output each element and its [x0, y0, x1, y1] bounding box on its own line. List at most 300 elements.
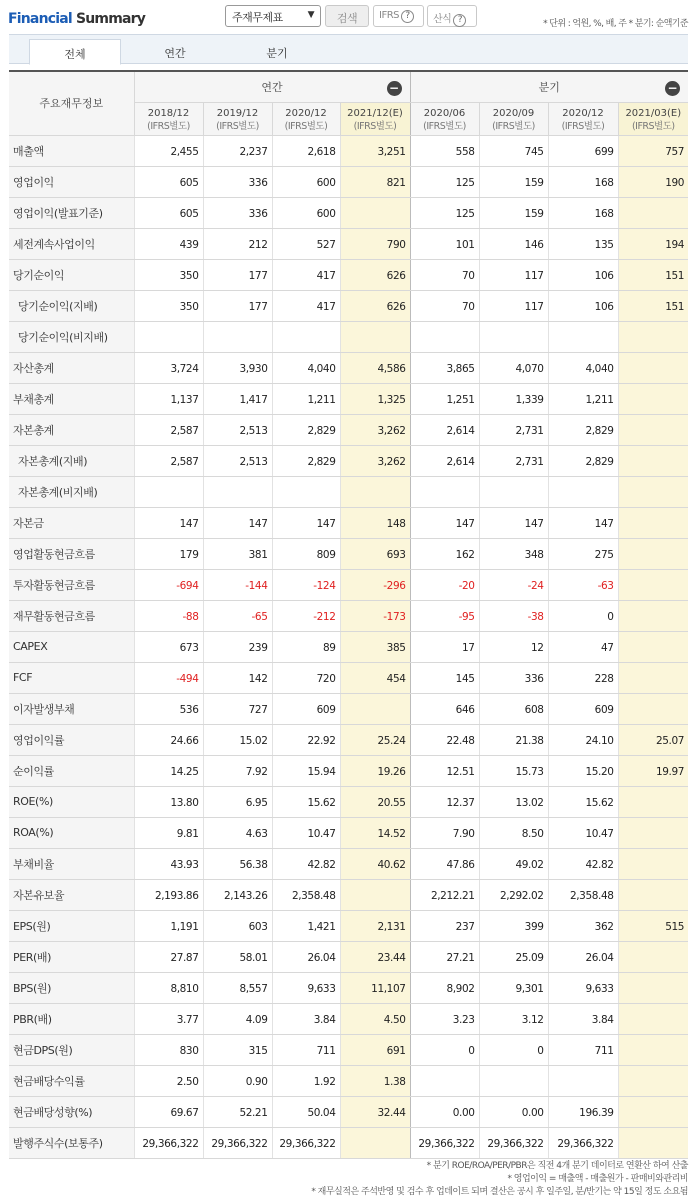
table-row	[9, 1127, 688, 1158]
table-row	[9, 631, 688, 662]
tab-all[interactable]: 전체	[29, 39, 121, 65]
period-tabs	[9, 34, 688, 64]
table-row	[9, 352, 688, 383]
table-cell	[134, 476, 203, 507]
table-row	[9, 290, 688, 321]
table-cell	[272, 476, 340, 507]
table-cell: 147	[548, 507, 618, 538]
column-basis: (IFRS별도)	[492, 120, 535, 132]
ifrs-help-button[interactable]	[373, 5, 424, 27]
unit-note: * 단위 : 억원, %, 배, 주 * 분기: 순액기준	[543, 19, 688, 29]
table-cell: 29,366,322	[272, 1127, 340, 1158]
table-cell: 2,237	[203, 135, 272, 166]
table-cell: 3.12	[479, 1003, 548, 1034]
row-label: 자본총계(비지배)	[9, 476, 134, 507]
table-cell: 145	[410, 662, 479, 693]
table-cell: 15.20	[548, 755, 618, 786]
table-cell: 691	[340, 1034, 410, 1065]
table-cell: 25.24	[340, 724, 410, 755]
table-cell	[548, 476, 618, 507]
chevron-down-icon: ▼	[307, 10, 314, 20]
table-cell: 12	[479, 631, 548, 662]
table-cell: 0.90	[203, 1065, 272, 1096]
table-cell: 25.07	[618, 724, 688, 755]
table-cell: 745	[479, 135, 548, 166]
table-cell: 3,262	[340, 445, 410, 476]
row-label: EPS(원)	[9, 910, 134, 941]
report-type-select[interactable]	[225, 5, 321, 27]
table-cell: 26.04	[272, 941, 340, 972]
table-cell	[618, 1096, 688, 1127]
table-cell: 2,829	[272, 414, 340, 445]
row-label: 부채비율	[9, 848, 134, 879]
table-row	[9, 383, 688, 414]
table-cell	[618, 693, 688, 724]
column-header	[410, 102, 479, 135]
table-cell: 0.00	[410, 1096, 479, 1127]
table-row	[9, 135, 688, 166]
search-button[interactable]: 검색	[325, 5, 369, 27]
table-cell: 439	[134, 228, 203, 259]
table-cell: 40.62	[340, 848, 410, 879]
table-cell: 151	[618, 259, 688, 290]
table-cell	[410, 1065, 479, 1096]
table-cell: 69.67	[134, 1096, 203, 1127]
table-cell: 1,421	[272, 910, 340, 941]
table-cell: 336	[203, 197, 272, 228]
table-cell: 29,366,322	[479, 1127, 548, 1158]
table-cell: 609	[272, 693, 340, 724]
table-cell: 603	[203, 910, 272, 941]
formula-help-button[interactable]	[427, 5, 477, 27]
table-cell: 2,455	[134, 135, 203, 166]
table-row	[9, 197, 688, 228]
table-cell	[548, 321, 618, 352]
table-cell	[618, 817, 688, 848]
table-row	[9, 817, 688, 848]
table-cell	[618, 445, 688, 476]
table-cell: -63	[548, 569, 618, 600]
row-label: 영업활동현금흐름	[9, 538, 134, 569]
table-cell: 7.92	[203, 755, 272, 786]
table-cell: 536	[134, 693, 203, 724]
table-cell: 790	[340, 228, 410, 259]
table-cell: 315	[203, 1034, 272, 1065]
row-label: 매출액	[9, 135, 134, 166]
table-cell: 2,829	[272, 445, 340, 476]
table-cell: 3,251	[340, 135, 410, 166]
table-row	[9, 1034, 688, 1065]
table-cell: 454	[340, 662, 410, 693]
table-cell: 417	[272, 259, 340, 290]
table-cell: 52.21	[203, 1096, 272, 1127]
table-cell	[618, 1065, 688, 1096]
row-label: CAPEX	[9, 631, 134, 662]
row-label: 발행주식수(보통주)	[9, 1127, 134, 1158]
table-cell: 42.82	[548, 848, 618, 879]
row-label: 자본총계(지배)	[9, 445, 134, 476]
table-cell	[618, 321, 688, 352]
row-label: 자본총계	[9, 414, 134, 445]
collapse-annual-icon[interactable]: −	[387, 81, 402, 96]
table-cell	[479, 1065, 548, 1096]
table-row	[9, 693, 688, 724]
row-label: 현금DPS(원)	[9, 1034, 134, 1065]
row-label: 순이익률	[9, 755, 134, 786]
row-label: 당기순이익	[9, 259, 134, 290]
table-cell: 515	[618, 910, 688, 941]
table-cell: 646	[410, 693, 479, 724]
column-header	[479, 102, 548, 135]
table-cell: 15.62	[272, 786, 340, 817]
tab-quarter[interactable]: 분기	[266, 47, 288, 60]
table-cell: 101	[410, 228, 479, 259]
table-cell: 212	[203, 228, 272, 259]
table-cell	[203, 321, 272, 352]
table-cell: -296	[340, 569, 410, 600]
table-cell: 693	[340, 538, 410, 569]
table-cell: 12.37	[410, 786, 479, 817]
table-cell: 13.02	[479, 786, 548, 817]
table-cell: 58.01	[203, 941, 272, 972]
column-period: 2019/12	[216, 107, 259, 119]
table-cell: 7.90	[410, 817, 479, 848]
table-cell: 821	[340, 166, 410, 197]
column-period: 2020/12	[562, 107, 604, 119]
table-cell: 3.84	[272, 1003, 340, 1034]
table-cell: 2,193.86	[134, 879, 203, 910]
table-cell: 49.02	[479, 848, 548, 879]
table-cell: 362	[548, 910, 618, 941]
table-cell: 336	[203, 166, 272, 197]
table-row	[9, 569, 688, 600]
table-cell: 8,557	[203, 972, 272, 1003]
table-cell: 626	[340, 259, 410, 290]
table-cell: 50.04	[272, 1096, 340, 1127]
formula-label: 산식	[433, 14, 452, 25]
table-cell	[618, 1127, 688, 1158]
table-cell: 10.47	[272, 817, 340, 848]
table-cell: 125	[410, 197, 479, 228]
table-cell: 4.63	[203, 817, 272, 848]
table-cell: 159	[479, 197, 548, 228]
column-period: 2021/12(E)	[347, 107, 403, 119]
table-cell: 147	[410, 507, 479, 538]
table-cell	[340, 197, 410, 228]
table-cell: 29,366,322	[203, 1127, 272, 1158]
table-cell: 3,865	[410, 352, 479, 383]
table-cell: 609	[548, 693, 618, 724]
table-cell: 2,513	[203, 445, 272, 476]
row-label: 당기순이익(비지배)	[9, 321, 134, 352]
table-cell	[618, 197, 688, 228]
table-cell: 19.26	[340, 755, 410, 786]
table-cell	[272, 321, 340, 352]
table-cell: 106	[548, 290, 618, 321]
column-header	[618, 102, 688, 135]
table-cell: 3.84	[548, 1003, 618, 1034]
table-row	[9, 414, 688, 445]
table-cell: 148	[340, 507, 410, 538]
table-cell	[618, 786, 688, 817]
table-cell	[340, 1127, 410, 1158]
table-cell	[410, 321, 479, 352]
table-cell: 19.97	[618, 755, 688, 786]
table-cell: 600	[272, 197, 340, 228]
table-cell: 125	[410, 166, 479, 197]
table-cell: 6.95	[203, 786, 272, 817]
column-basis: (IFRS별도)	[631, 120, 675, 132]
table-cell: 147	[134, 507, 203, 538]
table-cell: -173	[340, 600, 410, 631]
table-cell: 4.09	[203, 1003, 272, 1034]
row-label: 영업이익(발표기준)	[9, 197, 134, 228]
table-cell: 4,040	[272, 352, 340, 383]
table-cell: 8.50	[479, 817, 548, 848]
top-bar	[0, 0, 697, 34]
column-period: 2020/06	[423, 107, 466, 119]
table-cell: 9,633	[548, 972, 618, 1003]
table-cell: 3,262	[340, 414, 410, 445]
table-cell: 2,212.21	[410, 879, 479, 910]
table-cell	[548, 1065, 618, 1096]
table-cell: 600	[272, 166, 340, 197]
table-cell: 350	[134, 259, 203, 290]
column-basis: (IFRS별도)	[423, 120, 466, 132]
table-body	[9, 135, 688, 1158]
table-cell: 558	[410, 135, 479, 166]
table-cell: 1.38	[340, 1065, 410, 1096]
table-cell: 2.50	[134, 1065, 203, 1096]
table-cell: 0	[410, 1034, 479, 1065]
column-header	[272, 102, 340, 135]
table-cell: 29,366,322	[410, 1127, 479, 1158]
title-summary: Summary	[75, 11, 146, 27]
table-cell	[618, 600, 688, 631]
column-basis: (IFRS별도)	[561, 120, 605, 132]
table-cell: 2,131	[340, 910, 410, 941]
row-label: FCF	[9, 662, 134, 693]
table-cell: 757	[618, 135, 688, 166]
table-cell	[479, 476, 548, 507]
table-cell: 4,070	[479, 352, 548, 383]
table-cell: 0	[548, 600, 618, 631]
table-cell: 196.39	[548, 1096, 618, 1127]
row-label: 현금배당수익률	[9, 1065, 134, 1096]
table-cell: 15.73	[479, 755, 548, 786]
table-cell: 162	[410, 538, 479, 569]
table-cell: 336	[479, 662, 548, 693]
row-label: ROA(%)	[9, 817, 134, 848]
table-cell: 27.21	[410, 941, 479, 972]
table-cell: 0	[479, 1034, 548, 1065]
table-cell	[340, 693, 410, 724]
table-cell: 25.09	[479, 941, 548, 972]
row-label: PBR(배)	[9, 1003, 134, 1034]
table-cell: 3,724	[134, 352, 203, 383]
table-cell: 24.10	[548, 724, 618, 755]
table-cell: 9,301	[479, 972, 548, 1003]
question-icon: ?	[453, 14, 466, 27]
table-row	[9, 1065, 688, 1096]
table-cell: 177	[203, 259, 272, 290]
table-cell: 22.92	[272, 724, 340, 755]
table-cell	[618, 569, 688, 600]
row-label: 이자발생부채	[9, 693, 134, 724]
table-cell: 14.25	[134, 755, 203, 786]
row-label: ROE(%)	[9, 786, 134, 817]
table-row	[9, 1096, 688, 1127]
row-label: 부채총계	[9, 383, 134, 414]
table-row	[9, 910, 688, 941]
page-title	[8, 11, 145, 27]
table-cell	[618, 1003, 688, 1034]
collapse-quarter-icon[interactable]: −	[665, 81, 680, 96]
table-cell	[618, 662, 688, 693]
table-cell: 417	[272, 290, 340, 321]
table-row	[9, 972, 688, 1003]
table-cell: 4,586	[340, 352, 410, 383]
table-cell	[618, 383, 688, 414]
table-row	[9, 724, 688, 755]
table-cell: 177	[203, 290, 272, 321]
table-cell: 17	[410, 631, 479, 662]
table-cell: 42.82	[272, 848, 340, 879]
table-cell: -694	[134, 569, 203, 600]
table-cell: 239	[203, 631, 272, 662]
row-label: 당기순이익(지배)	[9, 290, 134, 321]
row-header-label: 주요재무정보	[9, 71, 134, 135]
table-cell: 151	[618, 290, 688, 321]
table-cell: 20.55	[340, 786, 410, 817]
table-cell: 117	[479, 259, 548, 290]
table-cell: 1,137	[134, 383, 203, 414]
table-cell: 29,366,322	[134, 1127, 203, 1158]
table-cell: 2,731	[479, 414, 548, 445]
table-cell: 1,251	[410, 383, 479, 414]
table-cell: 147	[203, 507, 272, 538]
table-cell: 117	[479, 290, 548, 321]
table-cell: 830	[134, 1034, 203, 1065]
table-cell: 1,191	[134, 910, 203, 941]
table-cell: 14.52	[340, 817, 410, 848]
table-cell: 228	[548, 662, 618, 693]
row-label: 세전계속사업이익	[9, 228, 134, 259]
table-cell: 9.81	[134, 817, 203, 848]
row-label: 자본금	[9, 507, 134, 538]
table-cell: 12.51	[410, 755, 479, 786]
row-label: PER(배)	[9, 941, 134, 972]
table-row	[9, 228, 688, 259]
row-label: 현금배당성향(%)	[9, 1096, 134, 1127]
table-cell: 70	[410, 290, 479, 321]
tab-annual[interactable]: 연간	[164, 47, 186, 60]
table-cell: 190	[618, 166, 688, 197]
table-row	[9, 507, 688, 538]
financial-summary-table	[9, 70, 688, 1159]
table-cell: 275	[548, 538, 618, 569]
table-cell: 385	[340, 631, 410, 662]
row-label: 투자활동현금흐름	[9, 569, 134, 600]
table-cell	[618, 879, 688, 910]
table-cell: 720	[272, 662, 340, 693]
table-cell: 56.38	[203, 848, 272, 879]
column-basis: (IFRS별도)	[353, 120, 397, 132]
table-cell: 15.94	[272, 755, 340, 786]
table-cell: 605	[134, 166, 203, 197]
table-cell: 15.02	[203, 724, 272, 755]
table-row	[9, 259, 688, 290]
table-cell: 2,143.26	[203, 879, 272, 910]
table-cell: 159	[479, 166, 548, 197]
footnote: * 영업이익 = 매출액 - 매출원가 - 판매비와관리비	[507, 1174, 688, 1184]
column-period: 2020/12	[285, 107, 327, 119]
ifrs-label: IFRS	[379, 10, 399, 21]
table-cell: 1,211	[548, 383, 618, 414]
table-cell: 8,810	[134, 972, 203, 1003]
table-cell: 15.62	[548, 786, 618, 817]
column-header	[548, 102, 618, 135]
table-row	[9, 600, 688, 631]
table-row	[9, 879, 688, 910]
table-cell: 727	[203, 693, 272, 724]
table-cell: 10.47	[548, 817, 618, 848]
table-cell: 2,829	[548, 414, 618, 445]
table-cell: -144	[203, 569, 272, 600]
question-icon: ?	[401, 10, 414, 23]
table-cell: 22.48	[410, 724, 479, 755]
table-cell: 673	[134, 631, 203, 662]
report-type-value: 주재무제표	[232, 11, 283, 24]
table-row	[9, 662, 688, 693]
table-cell: 699	[548, 135, 618, 166]
table-row	[9, 321, 688, 352]
table-cell: 13.80	[134, 786, 203, 817]
table-cell	[340, 476, 410, 507]
table-cell: 142	[203, 662, 272, 693]
column-basis: (IFRS별도)	[284, 120, 328, 132]
table-cell: 11,107	[340, 972, 410, 1003]
annual-group-header	[134, 71, 410, 102]
table-cell: 0.00	[479, 1096, 548, 1127]
row-label: 자본유보율	[9, 879, 134, 910]
table-cell: 147	[479, 507, 548, 538]
annual-group-label: 연간	[261, 80, 283, 94]
table-cell: 381	[203, 538, 272, 569]
table-row	[9, 166, 688, 197]
table-cell	[134, 321, 203, 352]
table-cell: -494	[134, 662, 203, 693]
title-financial: Financial	[8, 11, 72, 27]
footnote: * 분기 ROE/ROA/PER/PBR은 직전 4개 분기 데이터로 연환산 하여 산출	[426, 1161, 688, 1171]
table-cell: 1.92	[272, 1065, 340, 1096]
table-cell: 47	[548, 631, 618, 662]
quarter-group-label: 분기	[538, 80, 560, 94]
table-cell: 605	[134, 197, 203, 228]
table-cell	[618, 941, 688, 972]
column-header	[203, 102, 272, 135]
table-cell: 2,587	[134, 445, 203, 476]
footnotes	[311, 1160, 688, 1199]
table-row	[9, 941, 688, 972]
table-cell: 47.86	[410, 848, 479, 879]
table-cell: 2,587	[134, 414, 203, 445]
table-cell: 168	[548, 166, 618, 197]
table-cell: 168	[548, 197, 618, 228]
table-cell: 89	[272, 631, 340, 662]
table-cell	[203, 476, 272, 507]
table-cell: 1,211	[272, 383, 340, 414]
